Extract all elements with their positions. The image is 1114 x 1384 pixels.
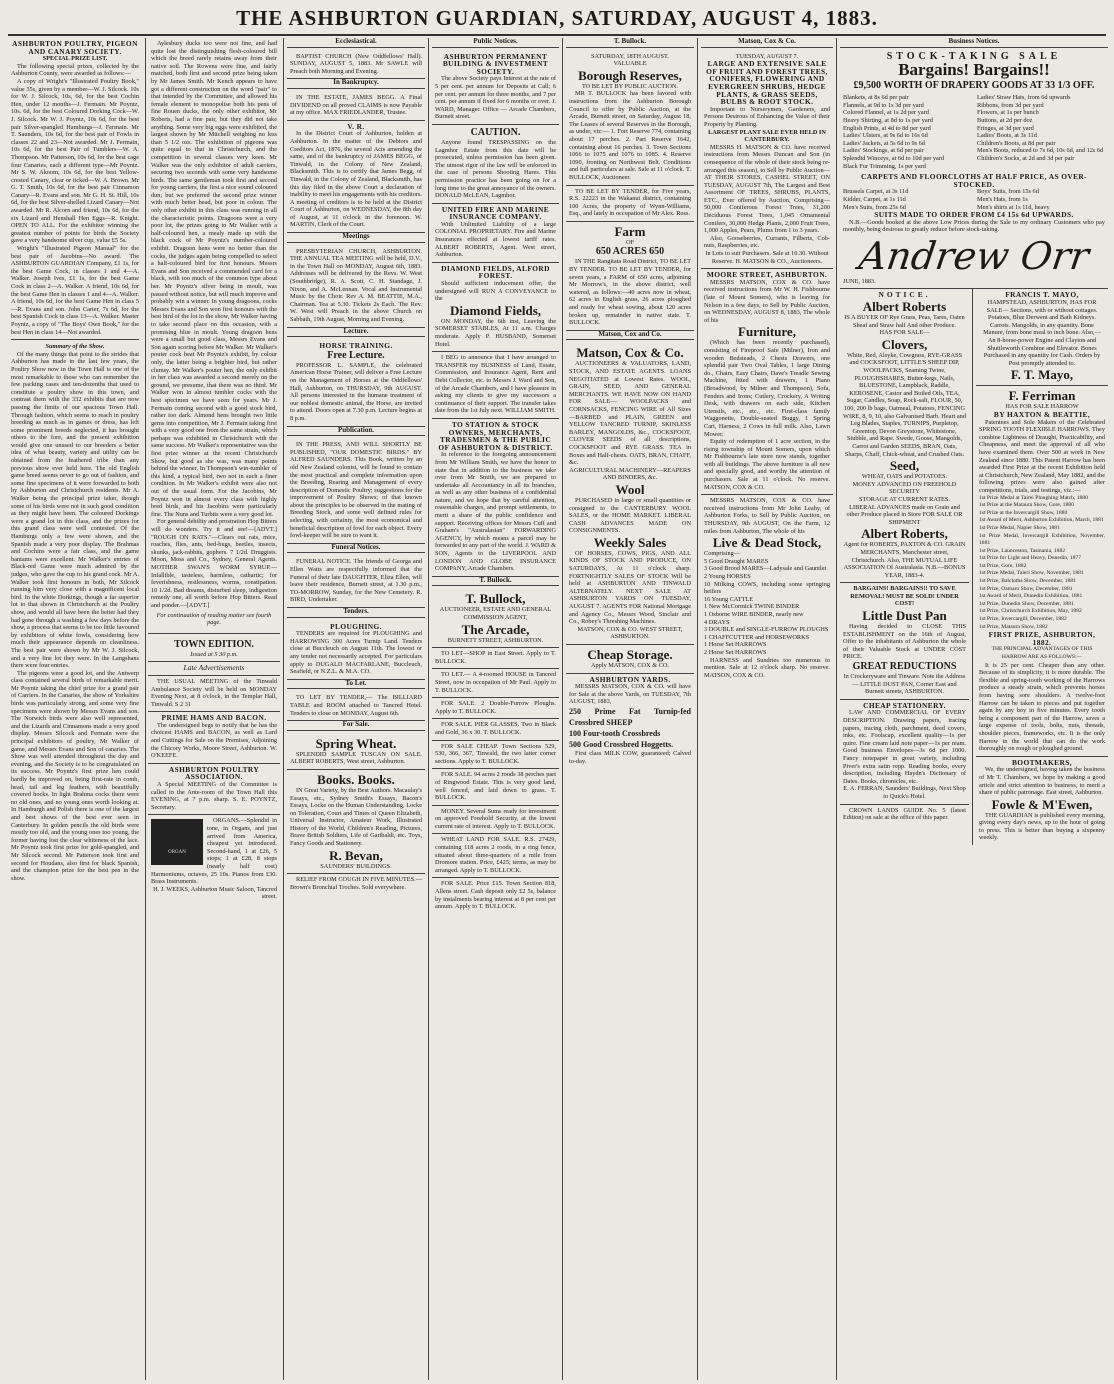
guardian-notice: THE GUARDIAN is published every morning, giving every day's news, up to the hour of going to press. This is better than buying a sixpenny weekly. [979,811,1105,842]
equity-text: Equity of redemption of 1 acre section, in the rising township of Mount Somers, upon which Mr Fishbourne's late store now stands, together with all buildings. The above furniture is all new and specially good, and worthy the attention of purchasers. Sale at 11 o'clock. No reserve. MATSON, COX & CO. [704,438,830,491]
great-reductions-text: In Crockeryware and Tinware. Note the Address— LITTLE DUST PAN, Corner East and Burnett streets, ASHBURTON. [843,673,966,696]
live-stock-item: 2 Horse Set HARROWS [704,648,767,656]
award-item: 1st Prize, Dunedin Show, December, 1881 [979,600,1074,607]
lecture-head: Lecture. [287,328,425,338]
weekly-sales-title: Weekly Sales [593,534,667,550]
hop-bitters-ad: For general debility and prostration Hop Bitters will do wonders. Try it and see!—[ADVT.] "ROUGH ON RATS."—Clears out rats, mice, roaches, flies, ants, bed-bugs, beetles, insects, skunks, jack-rabbits, gophers. 7 1/2d. Druggists. Moon, Moss and Co., Sydney, General Agents. MOTHER SWAN'S WORM SYRUP.—Infallible, tasteless, harmless, cathartic; for feverishness, restlessness, worms, constipation. 10 1/2d. Bad dreams, disturbed sleep, indigestion remedy one, all worth before Hop Bitters. Read and ponder.—[ADVT.] [151,518,277,609]
bullock-col-head: T. Bullock. [566,38,694,48]
ferriman-sub: HAS FOR SALE HARROW [1005,403,1079,411]
drapery-item: Flannels, at 9d to 1s 3d per yard [843,101,924,109]
albert-roberts-buyer: IS A BUYER OF Rye Grass, Peas, Tares, Oaten Sheaf and Straw half And other Produce. [844,314,965,329]
for-sale-sections: FOR SALE CHEAP. Town Sections 529, 530, 366, 367, Tinwald, the two latter corner sections. Apply to T. BULLOCK. [435,742,556,765]
seed-title: Seed, [889,458,920,474]
matson-head: Matson, Cox and Co. [566,331,694,341]
bevan-sub: SAUNDERS' BUILDINGS. [320,862,392,870]
drapery-item: English Prints, at 4d to 8d per yard [843,124,931,132]
farm-title: Farm [614,223,646,239]
yards-text: MESSRS MATSON, COX & CO. will have for Sale at the above Yards, on TUESDAY, 7th AUGUST, 1883, [569,683,691,706]
bevan-title: R. Bevan, [329,847,383,863]
great-reductions-title: GREAT REDUCTIONS [852,661,957,673]
live-stock-list [704,558,830,657]
prize-intro: The following special prizes, collected by the Ashburton County, were awarded as follows:— [11,62,139,78]
station-owners-title: TO STATION & STOCK OWNERS, MERCHANTS, TRADESMEN & THE PUBLIC OF ASHBURTON & DISTRICT. [438,419,553,452]
farm-acres: 650 ACRES 650 [595,246,665,258]
wheat-land: WHEAT LAND FOR SALE. R.S. 27429, containing 118 acres 2 roods, in a ring fence, situated about three-quarters of a mile from Dromore station. Price, £425; terms, as may be arranged. Apply to T. BULLOCK. [435,836,556,874]
live-stock-item: 1 Osborne WIRE BINDER, nearly new [704,610,804,618]
column-2 [148,38,280,1380]
late-ads-title: Late Advertisements [183,663,245,673]
diamond-fields-big: Diamond Fields, [449,302,541,318]
spring-wheat-text: SPLENDID SAMPLE TUSCAN ON SALE. ALBERT ROBERTS, West street, Ashburton. [290,750,422,766]
award-item: 1st Prize, Mataura Show, 1882 [979,623,1048,630]
for-sale-allens: FOR SALE. Price £15. Town Section 818, Allens street. Cash deposit only £2 5s, balance by instalments bearing interest at 8 per cent per annum. Apply to T. BULLOCK. [435,880,556,911]
drapery-items-right [977,94,1105,170]
drapery-item: Ladies' Ulsters, at 9s 6d to 16s 6d [843,132,928,140]
award-item: 1st Prize Medal, Napier Show, 1881 [979,524,1060,531]
united-fire-text: With Unlimited Liability of a large COLONIAL PROPRIETARY. Fire and Marine Insurances effected at lowest tariff rates. ALBERT ROBERTS, Agent. West street, Ashburton. [435,220,556,259]
tinwald-ambulance-ad: THE USUAL MEETING of the Tinwald Ambulance Society will be held on MONDAY Evening Next, at 8 o'clock, in the Templar Hall, Tinwald. S 2 31 [151,677,277,708]
moore-street-text: MESSRS MATSON, COX & CO. have received instructions from Mr W. H. Fishbourne (late of Mount Somers), who is leaving for Nelson in a few days, to Sell by Public Auction, on WEDNESDAY, AUGUST 8, 1883, The whole of his [704,278,830,324]
furniture-title: Furniture, [738,324,796,340]
to-let-shop: TO LET—SHOP in East Street. Apply to T. BULLOCK. [435,650,556,665]
summary-title: Summary of the Show. [45,343,105,351]
drapery-item: Splendid Winceys, at 6d to 10d per yard [843,154,945,162]
tree-sale-title: LARGE AND EXTENSIVE SALE OF FRUIT AND FOREST TREES, CONIFERS, FLOWERING AND EVERGREEN SHRUBS, HEDGE PLANTS, & GRASS SEEDS, BULBS & ROOT STOCK. [706,59,828,107]
drapery-worth: £9,500 WORTH OF DRAPERY GOODS AT 33 1/3 OFF. [853,80,1095,92]
column-1 [8,38,142,1380]
drapery-item: Ladies' Boots, at 3s 11d [977,132,1037,140]
drapery-item: Ladies' Straw Hats, from 6d upwards [977,94,1071,102]
organ-caption: ORGAN [168,850,186,856]
largest-plant-sale: LARGEST PLANT SALE EVER HELD IN CANTERBURY. [708,128,826,144]
furniture-text: (Which has been recently purchased), consisting of Fireproof Safe (Milner), Iron and wooden Bedsteads, 2 Chests Drawers, one splendid pair Two Oval Tables, 1 large Dining do., Chairs, Easy Chairs, Dave's Treadle Sewing Machine, fitted with drawers, 1 Piano (Broadwood, by Milner and Thompson), Sofa, Fenders and Irons; Cutlery, Crockery, A Writing Desk, with drawers on each side, Kitchen Utensils, etc., etc., etc. First-class family Waggonette, Double-seated Buggy, 1 Spring Cart, Harness, 2 Cows in full milk. Also, Lawn Mower. [704,339,830,438]
carpet-item: Brussels Carpet, at 3s 11d [843,188,909,196]
hams-bacon-text: The undersigned begs to notify that he has the choicest HAMS and BACON, as well as Lard and Cuttings for Sale on the Premises, Adjoining the Chicory Works, Moore Street, Ashburton. W. O'KEEFE. [151,721,277,760]
drapery-item: Flowers, at 1s per bunch [977,109,1039,117]
live-stock-item: 5 Good Draught MARES [704,557,769,565]
little-dust-pan-text: Having decided to CLOSE THIS ESTABLISHMENT on the 16th of August, Offer to the inhabitants of Ashburton the whole of their Valuable Stock at UNDER COST PRICE. [843,623,966,661]
cheap-storage-title: Cheap Storage. [587,647,673,662]
meetings-head: Meetings [287,233,425,243]
award-item: 1st Prize Medal, Invercargill Exhibition, November, 1881 [979,532,1105,547]
agricultural-machinery: AGRICULTURAL MACHINERY—REAPERS AND BINDERS, &c. [569,466,691,482]
award-item: 1st Prize at the Invercargill Show, 1880 [979,509,1068,516]
weekly-sales-text: OF HORSES, COWS, PIGS, AND ALL KINDS OF STOCK AND PRODUCE, ON SATURDAYS, At 11 o'clock sharp. FORTNIGHTLY SALES OF STOCK Will be held at ASHBURTON AND TINWALD ALTERNATELY. NEXT SALE AT ASHBURTON YARDS ON TUESDAY, AUGUST 7. AGENTS FOR National Mortgage and Agency Co., Messrs Wood, Sinclair and Co., Robey's Threshing Machines. [569,549,691,626]
bankruptcy-head: In Bankruptcy. [287,79,425,89]
drapery-item: Blankets, at 8s 6d per pair [843,94,909,102]
live-stock-item: 10 Milking COWS, including some springing heifers [704,580,830,596]
award-item: 1st Prize at the Mataura Show, Gore, 1880 [979,502,1074,509]
farm-of: OF [625,238,635,246]
horse-training-title: HORSE TRAINING. [319,341,393,351]
ferran-address: E. A. FERRAN, Saunders' Buildings, Next Shop to Quick's Hotel. [843,785,966,800]
cheap-storage-text: Apply MATSON, COX & CO. [590,662,670,669]
awards-list [979,495,1105,632]
drapery-item: Colored Flannel, at 1s 2d per yard [843,109,929,117]
drapery-item: Ladies' Stockings, at 6d per pair [843,147,924,155]
tenders-head: Tenders. [287,608,425,618]
sale-date-june: JUNE, 1883. [843,277,876,285]
liberal-advances: LIBERAL ADVANCES made on Grain and other Produce placed in Store FOR SALE OR SHIPMENT [846,503,963,526]
organs-ad-signature: H. J. WEEKS, Ashburton Music Saloon, Tancred street. [153,885,277,901]
live-stock-item: 1 CHAFFCUTTER and HORSEWORKS [704,633,810,641]
drapery-item: Fringes, at 3d per yard [977,124,1034,132]
column-divider [283,38,284,1380]
francis-mayo-text: HAMPSTEAD, ASHBURTON, HAS FOR SALE— Sections, with or without cottages. Potatoes, Blue Derwent and Bath Kidneys. Carrots. Mangolds, in any quantity. Bone Manure, from bone meal to inch bone. Also,— An 8-horse-power Engine and Clayton and Shuttleworth Combine and Elevator. Bones Purchased in any quantity for Cash. Orders by Post promptly attended to. [983,299,1101,367]
bootmakers-text: We, the undersigned, having taken the business of Mr T. Chambers, we hope by making a good article and strict attention to business, to merit a share of public patronage. East street, Ashburton. [979,766,1105,797]
farm-text: IN THE Rangitata Road District, TO BE LET BY TENDER. TO BE LET BY TENDER, for seven years, a FARM of 650 acres, adjoining Mr Morrow's, in the above district, well watered, as follows:—40 acres now in wheat, 62 acres in English grass, 26 acres ploughed and ready for wheat sowing, about 120 acres broken up, remainder in native state. T. BULLOCK. [569,258,691,327]
tree-sale-intro: Important to Nurserymen, Gardeners, and Persons Desirous of Enhancing the Value of their Property by Planting. [704,105,830,128]
award-item: 1st Prize, Gore, 1882 [979,562,1027,569]
prize-list-2: Wright's "Illustrated Pigeon Manual" for the best pair of Jacobins—No award. The ASHBURTON GUARDIAN Company, £1 1s, for the best Game Cock, in classes 1 and 4—A. Walker. Joseph Ives, £1 1s, for the best Game Cock in class 2—A. Walker. A friend, 10s 6d, for the best Game Hen in classes 1 and 4—A. Walker. A friend, 10s 6d, for the best Game Hen in class 5—R. Evans and son. John Carter, 7s 6d, for the best Spanish Cock in class 13—A. Walker. Master Poyntz, a copy of "The Boys' Own Book," for the best Hen in class 14—Not awarded. [11,245,139,336]
building-society-text: The above Society pays Interest at the rate of 5 per cent. per annum for Deposits at Call; 6 per cent. per annum for three months, and 7 per cent. per annum if fixed for 6 months or over. J. WARD, Manager. Office — Arcade Chambers, Burnett street. [435,75,556,121]
live-stock-comprising: Comprising— [704,550,741,558]
award-item: 1st Prize Medal at Tairei Ploughing Match, 1880 [979,494,1088,501]
diamond-fields-text-2: ON MONDAY, the 6th inst, Leaving the SOMERSET STABLES, At 11 a.m. Charges moderate. Apply P. HUSBAND, Somerset Hotel. [435,317,556,348]
tree-sale-also: Also, Gooseberries, Currants, Filberts, Cob-nuts, Raspberries, etc. [704,234,830,250]
summary-text-2: The pigeons were a good lot, and the Antwerp class contained several birds of remarkable merit. Mr Poyntz taking the chief prize for a grand pair of Carriers. In the Canaries, the show of Yorkshire birds was particularly strong, and some very fine specimens were shown by Messrs Evans and son. The Norwich birds were also well represented, and the Lizards and Cinnamons made a very good display. Messrs Silcock and Fermain were the principal exhibitors of poultry, Mr Walker of game, and Messrs Evans and Son of canaries. The Show was well attended throughout the day and evening, and the Society is to be congratulated on its success. Mr Poyntz's first prize hen could hardly be improved on, being first-rate in comb, head, tail and leg feathers, with beautifully covered hocks. In light Brahma cocks there were no old ones, and no young ones worth looking at. In Hamburgh and Polish there is one of the largest and best shows of the best ever seen in Canterbury. In golden pencils the old birds were mostly too old, and the young ones too young, the former having lost the clear whiteness of the lace. Mr Poyntz took first prize for gold-spangled, and Mr Silcock second. Mr Patterson took first and second for Houdans, also first for black Spanish, and the champion prize for the best pen in the show. [11,669,139,882]
spring-wheat-title: Spring Wheat. [315,735,397,751]
column-5 [566,38,694,1380]
notice-title: NOTICE. [878,290,931,300]
live-stock-item: 3 Good Brood MARES—Ladysale and Gauntlet [704,565,827,573]
matson-address: MATSON, COX & CO. WEST STREET, ASHBURTON. [577,625,683,641]
yards-list [569,706,691,750]
carpets-right [977,188,1105,211]
column-divider [428,38,429,1380]
to-let-house: TO LET.— A 4-roomed HOUSE in Tancred Street, now in occupation of Mr Paul. Apply to T. BULLOCK. [435,671,556,694]
award-item: 1st Prize, Christchurch Exhibition, May, 1882 [979,608,1082,615]
poultry-society-title: ASHBURTON POULTRY, PIGEON AND CANARY SOCIETY. [12,39,138,56]
award-item: 1st Prize for Light and Heavy, Dunedin, 1877 [979,555,1082,562]
show-report-continued: Aylesbury ducks too were not fine, and had quite lost the distinguishing flesh-coloured bill which the breed rarely retains away from their native soil. The Rowens were fine, and fairly matched, both first and second prize being taken by Mr James Smith. Mr Kench appears to have got a different construction on the word "pair" to that intended by the Committee, and allowed his female element to monopolise both his pens of fine Rouen ducks, the only other exhibitor, Mr Roberts, had a fine pair, but they did not take anything. Some very big eggs were exhibited, the largest shown by Mr Mitchell weighing no less than 5 1/2 ozs. The exhibition of pigeons was quite equal to that in Christchurch, and the competition in several classes very keen. Mr Walker was the only exhibitor of adult carriers, securing two seconds with some very handsome birds. The same gentleman took first and second for young carriers, the first a nice sound coloured dun; but we preferred the second prize winner with much better head, but poor in colour. The only other exhibit in this class was running in all the characteristic points. Dragoons were a very poor lot, the prizes going to Mr Walker with a half-coloured hen, a mealy made up with the black cock of Mr Poyntz's number-coloured exhibit. Dragoon hens were no better than the cocks, the judges again being compelled to select a half-coloured bird for first honours. Messrs Evans and Son received a commended card for a black, with too much of the common type about her. Mr Poyntz's silver being in moult, was passed without notice, but will much improve and probably win a winner. In young dragoons, cocks Messrs Evans and Son won first honours with the best bird of the lot in the show, Mr Walker having to take second place on this occasion, with a promising blue in moult. Young dragoon hens were a small but good class, Messrs Evans and Son again scoring before Mr Walker. Mr Walker's pouter cock beat Mr Poyntz's exhibit, by colour only, the latter being a brighter bird, but rather clumsy. Mr Walker's pouter hen, the only exhibit in her class was awarded a second merely on the ground, we presume, that there was no third. Mr Walker won in almost tumbler cocks with the best specimen we have seen for years. Mr J. Fermain coming second with a good stock bird, rather too dark. Almond hens brought two little gems into competition, Mr J. Fermain taking first with a very good one from the same strain, which perhaps was exhibited in Christchurch with the same success. Mr Walker's representative was the first prize winner at the recent Christchurch Show, but good as she was, was many points behind the winner. In Thompson's win-tumbler of this kind, a typical bird, two not in such a finer condition. In Mr Walker's exhibit were also not out of the usual form. For the Jacobins, Mr Poyntz won in almost every class with highly bred birds, and his Jacobins were particularly fine. The Nuns and Turbits were a very good lot. [151,40,277,518]
column-7 [840,38,1108,1380]
albert-roberts-2-title: Albert Roberts, [861,526,948,542]
drapery-items-left [843,94,971,170]
money-notice: MONEY. Several Sums ready for investment on approved Freehold Security, at the lowest current rate of interest. Apply to T. BULLOCK. [435,807,556,830]
arcade-title: The Arcade, [461,621,530,637]
carpets-left [843,188,971,211]
yards-item: 100 Four-tooth Crossbreds [569,728,661,738]
stocktaking-title: STOCK-TAKING SALE [886,50,1062,62]
books-title: Books. Books. [317,771,395,787]
bullock-title: T. Bullock, [465,591,526,607]
carpet-item: Men's Hats, from 1s [977,195,1028,203]
drapery-item: Ribbons, from 3d per yard [977,101,1044,109]
funeral-head: Funeral Notices. [287,544,425,554]
business-notices-head: Business Notices. [840,38,1108,48]
for-sale-glasses: FOR SALE. PIER GLASSES. Two in Black and Gold, 36 x 30. T. BULLOCK. [435,721,556,736]
district-court-notice: In the District Court of Ashburton, holden at Ashburton. In the matter of the Debtors and Creditors Act, 1876, the several Acts amending the same, and of the bankruptcy of JAMES BEGG, of Tinwald, in the Colony of New Zealand, Blacksmith. This is to certify that James Begg, of Tinwald, in the Colony of Zealand, Blacksmith, has this day filed in the above Court a declaration of inability to meet his engagements with his creditors. A meeting of creditors is to be held at the District Court of Ashburton, on WEDNESDAY, the 8th day of August, at 11 o'clock in the forenoon. W. MARTIN, Clerk of the Court. [290,130,422,229]
yards-item: 250 Prime Fat Turnip-fed Crossbred SHEEP [569,706,691,727]
live-stock-item: 2 Young HORSES [704,573,751,580]
column-divider [836,38,837,1380]
albert-roberts-has: HAS FOR SALE— [879,329,930,337]
matson-text: AUCTIONEERS & VALUATORS, LAND, STOCK, AND ESTATE AGENTS. LOANS NEGOTIATED at Lowest Rates. WOOL, GRAIN, SEED, AND GENERAL MERCHANTS. WE HAVE NOW ON HAND FOR SALE— WOOLPACKS and CORNSACKS, FENCING WIRE of All Sizes—BARBED and PLAIN, GREEN and YELLOW TANCRED TURNIP, SKINLESS BARLEY, MANGOLDS, &c., COCKSFOOT, CLOVER SEEDS of all descriptions, COCKSFOOT and RYE GRASS. TEA in Boxes and Half-chests. OATS, BRAN, CHAFF, &c. [569,360,691,467]
wakanui-tender: TO BE LET BY TENDER, for Five years, R.S. 22223 in the Wakanui district, containing 100 Acres, the property of Wynn-Williams, Esq., and lately in occupation of Mr Alex. Ross. [569,187,691,218]
live-stock-title: Live & Dead Stock, [712,535,822,551]
ft-mayo-title: F. T. Mayo, [1010,367,1074,383]
vr-mark: V. R. [347,121,365,131]
masthead-rule [8,34,1106,36]
presbyterian-tea-meeting: PRESBYTERIAN CHURCH, ASHBURTON. THE ANNUAL TEA MEETING will be held, D.V., in the Town Hall on MONDAY, August 6th, 1883. Addresses will be delivered by the Revs. W. West (Southbridge), R. A. Scott, C. H. Standage, J. Nixon, and A. McLennan. Vocal and Instrumental Music by the Choir. Rev A. M. BEATTIE, M.A., Chairman. Tea at 5.30. Tickets 2s Each. The Rev. W. West will Preach in the above Church on Sabbath, 19th August, Morning and Evening. [290,247,422,323]
moore-street-title: MOORE STREET, ASHBURTON. [706,270,828,280]
organ-illustration-icon [151,819,203,865]
to-let-head: To Let. [287,680,425,690]
clovers-title: Clovers, [881,336,928,352]
drapery-item: Ladies' Jackets, at 5s 6d to 9s 6d [843,139,925,147]
prize-list: A copy of Wright's "Illustrated Poultry Book," value 35s, given by a member—W. J. Silcock. 10s for W. J. Silcock, 10s, 6d, for the best Cochin Hen, under 12 months—J. Fermain. Mr Poyntz, 10s. 6d, for the best Coloured Dorking Cock—W. J. Silcock. Mr W. J. Poyntz, 10s 6d, for the best pair Silver-spangled Hamburgs—J. Fermain. Mr T. Saunders, 10s 6d, for the best pair of Fowls in classes 22 and 23—Not awarded. Mr J. Fermain, 10s 6d, for the best Pair of Tumblers—W. A. Thompson. Mr Patterson, 10s 6d, for the best cage four Canaries, each a different type—Mr Poyntz. Mr S. W. Akoom, 10s 6d, for the best Yellow-crested Canary, clear or ticked—W. A. Brown. Mr G. T. Smith, 10s 6d, for the best pair Cinnamon Canary—R. Evans and son. Mr G. H. St. Hill, 10s 6d, for the best Silver-shelled Lizard Canary—Not awarded. Mr R. Alcorn and friend, 10s 6d, for the six Lizard and Henshall Hen Eggs—R. Knight. OPEN TO ALL. For the exhibitor winning the greatest number of points for birds the Society gave a very handsome silver cup, value £5 5s. [11,77,139,245]
seed-text: WHEAT, OATS and POTATOES. [861,473,948,481]
drapery-item: Black Fur Trimming, 1s per yard [843,162,926,170]
tree-sale-lots: In Lots to suit Purchasers. Sale at 10.30. Without Reserve. H. MATSON & CO., Auctioneers. [705,250,829,265]
haxton-title: BY HAXTON & BEATTIE, [993,410,1091,419]
live-stock-item: 3 DOUBLE and SINGLE-FURROW PLOUGHS [704,626,829,634]
bargains-removal: BARGAINS! BARGAINS!! TO SAVE REMOVAL! MUST BE SOLD! UNDER COST! [850,585,959,608]
organs-ad-text: ORGANS.—Splendid in tone, in Organs, and just arrived from America, cheapest yet introduced. Second-hand, 1 at £26, 5 stops; 1 at £28, 8 stops (nearly half cost) Harmoniums, octaves, 25 10s. Pianos from £30. Brass Instruments. [151,817,277,886]
valuable-label: VALUABLE [613,60,647,68]
live-stock-item: 1 New McCormick TWINE BINDER [704,603,800,611]
to-be-let-auction: TO BE LET BY PUBLIC AUCTION. [581,82,679,90]
town-edition-sub: Issued at 5 30 p.m. [190,650,238,658]
little-dust-pan-title: Little Dust Pan [862,608,947,624]
albert-roberts-2-text: Agent for ROBERTS, PAXTON & CO. GRAIN MERCHANTS, Manchester street, Christchurch. Also, THE MUTUAL LIFE ASSOCIATION Of Australasia. N.B.—BONUS YEAR, 1883-4. [843,541,966,579]
milk-cow: First class MILK COW, guaranteed; Calved to-day. [569,749,691,765]
hams-bacon-title: PRIME HAMS AND BACON. [161,713,267,723]
baptist-church-ad: BAPTIST CHURCH (New Oddfellows' Hall). SUNDAY, AUGUST 5, 1883. Mr SAWLE will Preach both Morning and Evening. [290,52,422,75]
fowle-mewen-title: Fowle & M'Ewen, [991,796,1093,812]
ploughing-text: TENDERS are required for PLOUGHING and HARROWING 300 Acres Turnip Land. Tenders close at Buccleuch on August 11th. The lowest or any tender not necessarily accepted. For particulars apply to DUGALD MACFARLANE, Buccleuch, Seafield, or N.Z.L. & M.A. CO. [290,630,422,676]
award-item: 1st Prize, Invercargill, December, 1882 [979,616,1067,623]
wool-title: Wool [615,481,645,497]
sale-date: SATURDAY, 18TH AUGUST. [591,52,669,60]
carpet-item: Boys' Suits, from 15s 6d [977,188,1039,196]
suits-title: SUITS MADE TO ORDER FROM £4 15s 6d UPWARDS. [874,210,1074,220]
column-3 [287,38,425,1380]
town-edition-title: TOWN EDITION. [174,638,254,650]
bootmakers-title: BOOTMAKERS, [1011,757,1073,767]
andrew-orr-signature: Andrew Orr [856,233,1092,278]
column-6 [701,38,833,1380]
publication-head: Publication. [287,427,425,437]
bullock-head: T. Bullock. [432,577,559,587]
award-item: 1st Prize, Balclutha Show, December, 1881 [979,578,1076,585]
live-stock-item: 4 DRAYS [704,618,730,626]
bargains-title: Bargains! Bargains!! [898,60,1050,80]
live-stock-item: 16 Young CATTLE [704,595,754,603]
drapery-item: Children's Socks, at 2d and 3d per pair [977,154,1075,162]
summary-text: Of the many things that point to the strides that Ashburton has made in the last few years, the Poultry Show now in the Town Hall is one of the most remarkable to those who can remember the few packing cases and ten-dozenths that used to constitute a poultry show in this town, and contrast them with the 332 exhibits that are now passing the limits of our spacious Town Hall. Through fashion, which seems to reach in poultry breeding as much as in games or dress, has left some prominent breeds neglected, it has brought others to the fore, and the present exhibition would give one unused to our breeders a better idea of what beauty, variety and utility can be obtained from the feathered tribe than any previous show ever held here. The old English game breed seems never to go out of fashion, and some fine specimens of it were forwarded to both by Ashburton and Christchurch residents. Mr A. Walker being the principal prize taker, though some of his birds were not in such good condition as they might have been. The coloured Dorkings were a grand lot in this class, and the prizes for this grand class were well contested. Of the Hamburgs only a few were shown, and the Spanish made a very poor display. The Brahmas and Cochins were a fair class, and the game bantams were excellent. Mr Walker's entries of Black-red Game were much admired by the judges, who gave the cup to his grand cock. Mr A. Walker took first honours in both, Mr Silcock running him very close with a magnificent local bird. In the white Dorkings, though a far superior lot to that shown in Christchurch at the Poultry show, and would all have been the better had they had gone through a washing a few days before the show, a process that seems to be too little favoured by exhibitors of white fowls, considering how much their appearance depends on cleanliness. The best pair were shown by Mr W. J. Silcock, and a very fine lot they were. In the Langshans there were four entries. [11,350,139,670]
clovers-text: White, Red, Alsyke, Cowgrass, RYE-GRASS and COCKSFOOT, LITTLE'S SHEEP DIP, WOOLPACKS, Seaming Twine, PLOUGHSHARES, Butter-kegs, Nails, BLUESTONE, Lampblack, Raddle, KEROSENE, Castor and Boiled Oils, TEA, Sugar, Candles, Soap, Rock-salt, FLOUR, 50, 100, 200 lb bags, Oatmeal, Potatoes, FENCING WIRE, 8, 9, 10, also Galvanised Barb. Heart and Leg Blades, Staples, TURNIPS, Purpletop, Greentop, Devon Greystone, Whitestone, Stubble, and Rape. Swede, Goose, Mangolds, Carrot and Garden SEEDS, BRAN, Oats, Sharps, Chaff, Chick-wheat, and Crushed Oats. [843,351,966,458]
carpets-title: CARPETS AND FLOORCLOTHS AT HALF PRICE, AS OVER-STOCKED. [860,172,1088,189]
award-item: 1st Award of Merit, Ashburton Exhibition, March, 1881 [979,517,1104,524]
albert-roberts-title: Albert Roberts [862,299,947,315]
matson-title: Matson, Cox & Co. [576,345,684,361]
haxton-text: Patentees and Sole Makers of the Celebrated SPRING TOOTH FLEXIBLE HARROWS. They combine Lightness of Draught, Practicability, and Cheapness, and meet the approval of all who have examined them. Over 500 at work in New Zealand since 1880. This Patent Harrow has been awarded First Prize at the recent Exhibition held at Christchurch, New Zealand, May 1882, and the following prizes were also gained after competitions, trials, and testings, viz.:— [979,418,1105,494]
cheap-stationery-text: LAW AND COMMERCIAL OF EVERY DESCRIPTION. Drawing papers, tracing papers, tracing cloth, parchment, deed covers, inks, etc. Foolscap, excellent quality—1s per quire. Fine cream laid note paper—1s per ream. Good business Envelopes—3s 6d per 1000. Fancy notepaper in great variety, including Piver's extra satin repp. Reading books, every description, including Haydn's Dictionary of Dates. Books, chronicles, etc. [843,709,966,785]
carpet-item: Men's shirts at 1s 11d, heavy [977,203,1050,211]
ecclesiastical-head: Ecclesiastical. [287,38,425,48]
drapery-item: Children's Boots, at 8d per pair [977,139,1056,147]
carpet-item: Kidder, Carpet, at 1s 11d [843,195,906,203]
leahy-text: MESSRS MATSON, COX & CO. have received instructions from Mr John Leahy, of Ashburton Forks, to Sell by Public Auction, on THURSDAY, 9th AUGUST, On the Farm, 12 miles from Ashburton, The whole of his [704,497,830,535]
column-divider [145,38,146,1380]
carpet-item: Men's Suits, from 25s 6d [843,203,906,211]
diamond-fields-title: DIAMOND FIELDS, ALFORD FOREST. [441,263,550,281]
horse-lecture-text: PROFESSOR L. SAMPLE, the celebrated American Horse Trainer, will deliver a Free Lecture on the Management of Horses at the Oddfellows' Hall, Ashburton, on THURSDAY, 9th AUGUST. All persons interested in the humane treatment of our noblest domestic animal, the Horse, are invited to attend. Doors open at 7.30 p.m. Lecture begins at 8 p.m. [290,361,422,422]
prize-list-title: SPECIAL PRIZE LIST. [42,55,108,63]
for-sale-ploughs: FOR SALE. 2 Double-Furrow Ploughs. Apply to T. BULLOCK. [435,700,556,715]
drapery-item: Buttons, at 2d per doz [977,116,1033,124]
domestic-birds-ad: IN THE PRESS, AND WILL SHORTLY BE PUBLISHED, "OUR DOMESTIC BIRDS." BY ALFRED SAUNDERS. This Book, written by an old New Zealand colonist, will be found to contain the most practical and complete information upon the Breeding, Rearing and Management of every description of Domestic Poultry; suggestions for the improvement of Poultry Shows; of that known about the principles to be observed in the mating of Breeding Stock, and some well defined rules for selecting, with certainty, the most economical and beneficial description of fowl for each object. Every fowl-keeper will be sure to want it. [290,441,422,540]
william-smith-notice: I BEG to announce that I have arranged to TRANSFER my BUSINESS of Land, Estate, Commission, and Insurance Agent, Rent and Debt Collector, etc. to Messrs J. Ward and Son, of the Arcade Chambers, and I have pleasure in asking my clients to give my successors a continuance of their support. The transfer takes date from the 1st July next. WILLIAM SMITH. [435,354,556,415]
storage-rates: STORAGE AT CURRENT RATES. [859,495,950,503]
borough-reserves-text: MR T. BULLOCK has been favored with instructions from the Ashburton Borough Council to offer by Public Auction, at the Arcade, Burnett street, on Saturday, August 18, The Leases of several Reserves in the Borough, as under, viz:— 1. Fort Reserve 774, containing about 17 perches. 2. Part Reserve 1642, containing about 16 perches. 3. Town Sections 1066 to 1075 and 1076 to 1085. 4. Reserve 1090, fronting on Northwest Belt. Conditions and full particulars at sale. Sale at 11 o'clock. T. BULLOCK, Auctioneer. [569,90,691,181]
begg-estate-ad: IN THE ESTATE, JAMES BEGG. A Final DIVIDEND on all proved CLAIMS is now Payable at my office. MAX FRIEDLANDER, Trustee. [290,93,422,117]
funeral-notice: FUNERAL NOTICE. The friends of Georga and Ellen Watts are respectfully informed that the Funeral of their late DAUGHTER, Eliza Ellen, will leave their residence, Burnett street, at 1.30 p.m., TO-MORROW, Sunday, for the New Cemetery. R. BIRD, Undertaker. [290,558,422,604]
tuesday-date: TUESDAY, AUGUST 7. [735,52,799,60]
principal-advantages: THE PRINCIPAL ADVANTAGES OF THIS HARROW ARE AS FOLLOWS:— [991,646,1093,660]
cheap-stationery-title: CHEAP STATIONERY. [863,700,946,710]
matson-col-head: Matson, Cox & Co. [701,38,833,48]
nb-note: N.B.—Goods booked at the above Low Prices during the Sale to my ordinary Customers who pay monthly, being desirous to greatly reduce before stock-taking. [843,218,1105,234]
column-divider [562,38,563,1380]
for-sale-head: For Sale. [287,721,425,731]
yards-title: ASHBURTON YARDS. [589,674,671,684]
free-lecture-title: Free Lecture. [327,349,385,361]
books-text: IN Great Variety, by the Best Authors. Macaulay's Essays, etc., Sydney Smith's Essays, Bacon's Essays, Locke on the Human Understanding, Locke on Toleration, Court and Times of Queen Elizabeth, Universal Instructor, Amateur Work, Illustrated History of the World, Children's Reading, Pictures, Brave British Soldiers, Life of Garibaldi, etc. Toys, Fancy Goods and Stationery. [290,786,422,848]
ferriman-title: F. Ferriman [1008,388,1076,404]
public-notices-head: Public Notices. [432,38,559,48]
ploughing-title: PLOUGHING. [330,621,382,631]
wool-text: PURCHASED in large or small quantities or consigned to the CANTERBURY WOOL SALES, or the HOME MARKET. LIBERAL CASH ADVANCES MADE ON CONSIGNMENTS. [569,496,691,535]
drapery-item: Heavy Shirting, at 8d to 1s per yard [843,116,933,124]
first-prize-ashburton: FIRST PRIZE, ASHBURTON, 1882. [988,630,1096,647]
masthead: THE ASHBURTON GUARDIAN, SATURDAY, AUGUST 4, 1883. [236,6,878,30]
column-4 [432,38,559,1380]
building-society-title: ASHBURTON PERMANENT BUILDING & INVESTMENT SOCIETY. [442,51,549,76]
bullock-text: AUCTIONEER, ESTATE AND GENERAL COMMISSION AGENT, [439,606,552,621]
award-item: 1st Award of Merit, Dunedin Exhibition, 1881 [979,593,1083,600]
continuation-note: For continuation of reading matter see fourth page. [156,611,272,627]
award-item: 1st Prize, Launceston, Tasmania, 1882 [979,547,1066,554]
advantages-text: It is 25 per cent. Cheaper than any other. Because of its simplicity, it is more durable. The flexible and spring-tooth working of the Harrows produce a steady strain, which prevents horses from having sore shoulders. A twelve-foot Harrow can be taken to pieces and put together again by any boy in five minutes. Every tooth being a component part of the Harrow, saves a large expense of tools, bolts, nuts, threads, shoulder pieces, frameworks, etc. It is the only Harrow in the world that can do the work thoroughly on rough or ploughed ground. [979,661,1105,753]
yards-item: 500 Good Crossbred Hoggetts. [569,739,674,749]
caution-title: CAUTION. [470,126,521,138]
harness-text: HARNESS and Sundries too numerous to mention. Sale at 12 o'clock sharp. No reserve. MATSON, COX & CO. [704,656,830,679]
drapery-item: Men's Boots, reduced to 7s 6d, 10s 6d, and 12s 6d [977,147,1104,155]
poultry-association-text: A Special MEETING of the Committee is called in the Ante-room of the Town Hall this EVENING, at 7 p.m. sharp. S. E. POYNTZ, Secretary. [151,781,277,811]
crown-lands-guide: CROWN LANDS GUIDE No. 5 (latest Edition) on sale at the office of this paper. [843,806,966,822]
united-fire-title: UNITED FIRE AND MARINE INSURANCE COMPANY. [441,204,550,222]
tree-sale-text: MESSRS H. MATSON & CO. have received instructions from Messrs Duncan and Son (in consequence of the whole of their stock being re-arranged this season), to Sell by Public Auction— AT THEIR STORES, CASHEL STREET, ON TUESDAY, AUGUST 7th, The Largest and Best Assortment OF TREES, SHRUBS, PLANTS, ETC., Ever offered by Auction, Comprising— 50,000 Coniferous Forest Trees, 31,200 Deciduous Forest Trees, 1,045 Ornamental Conifers, 30,000 Hedge Plants, 2,000 Fruit Trees, 1,000 Apples, Pears, Plums from 1 to 3 years. [704,143,830,235]
station-owners-text: In reference to the foregoing announcement from Mr William Smith, we have the honor to state that in addition to the business we take over from Mr Smith, we are prepared to undertake all Accountancy in all its branches, as well as any other business of a confidential nature, and we hope that by careful attention, reasonable charges, and prompt settlements, to merit a share of the public confidence and support. Receiving offices for Messrs Cuff and Graham's "Australasian" FORWARDING AGENCY, by which means a parcel may be forwarded to any part of the world. J. WARD & SON, Agents to the LIVERPOOL AND LONDON AND GLOBE INSURANCE COMPANY, Arcade Chambers. [435,451,556,573]
francis-mayo-title: FRANCIS T. MAYO, [1005,290,1079,300]
award-item: 1st Prize Medal, Taieri Show, November, 1881 [979,570,1084,577]
money-advanced: MONEY ADVANCED ON FREEHOLD SECURITY [852,480,957,496]
diamond-fields-text: Should sufficient inducement offer, the undersigned will RUN A CONVEYANCE to the [435,280,556,303]
for-sale-ringwood: FOR SALE. 94 acres 2 roods 38 perches part of Ringwood Estate. This is very good land, well fenced, and laid down to grass. T. BULLOCK. [435,771,556,802]
caution-text: Anyone found TRESPASSING on the Lagmhor Estate from this date will be prosecuted, unless permission has been given. The utmost rigor of the law will be enforced in the case of persons Shooting Hares. This permission practice has been going on for a long time to the great annoyance of the owners. DONALD McLEAN, Lagmhor. [435,138,556,200]
arcade-text: BURNETT STREET, ASHBURTON. [447,636,544,644]
column-divider [697,38,698,1380]
live-stock-item: 1 Horse Set HARROWS [704,641,767,649]
cough-relief-ad: RELIEF FROM COUGH IN FIVE MINUTES.—Brown's Bronchial Troches. Sold everywhere. [290,876,422,891]
poultry-association-title: ASHBURTON POULTRY ASSOCIATION. [168,764,260,782]
borough-reserves-title: Borough Reserves, [578,67,682,83]
award-item: 1st Prize, Oamaru Show, December, 1881 [979,585,1073,592]
billiard-tender: TO LET BY TENDER,— The BILLIARD TABLE and ROOM attached to Tancred Hotel. Tenders to close on MONDAY, August 6th. [290,694,422,717]
